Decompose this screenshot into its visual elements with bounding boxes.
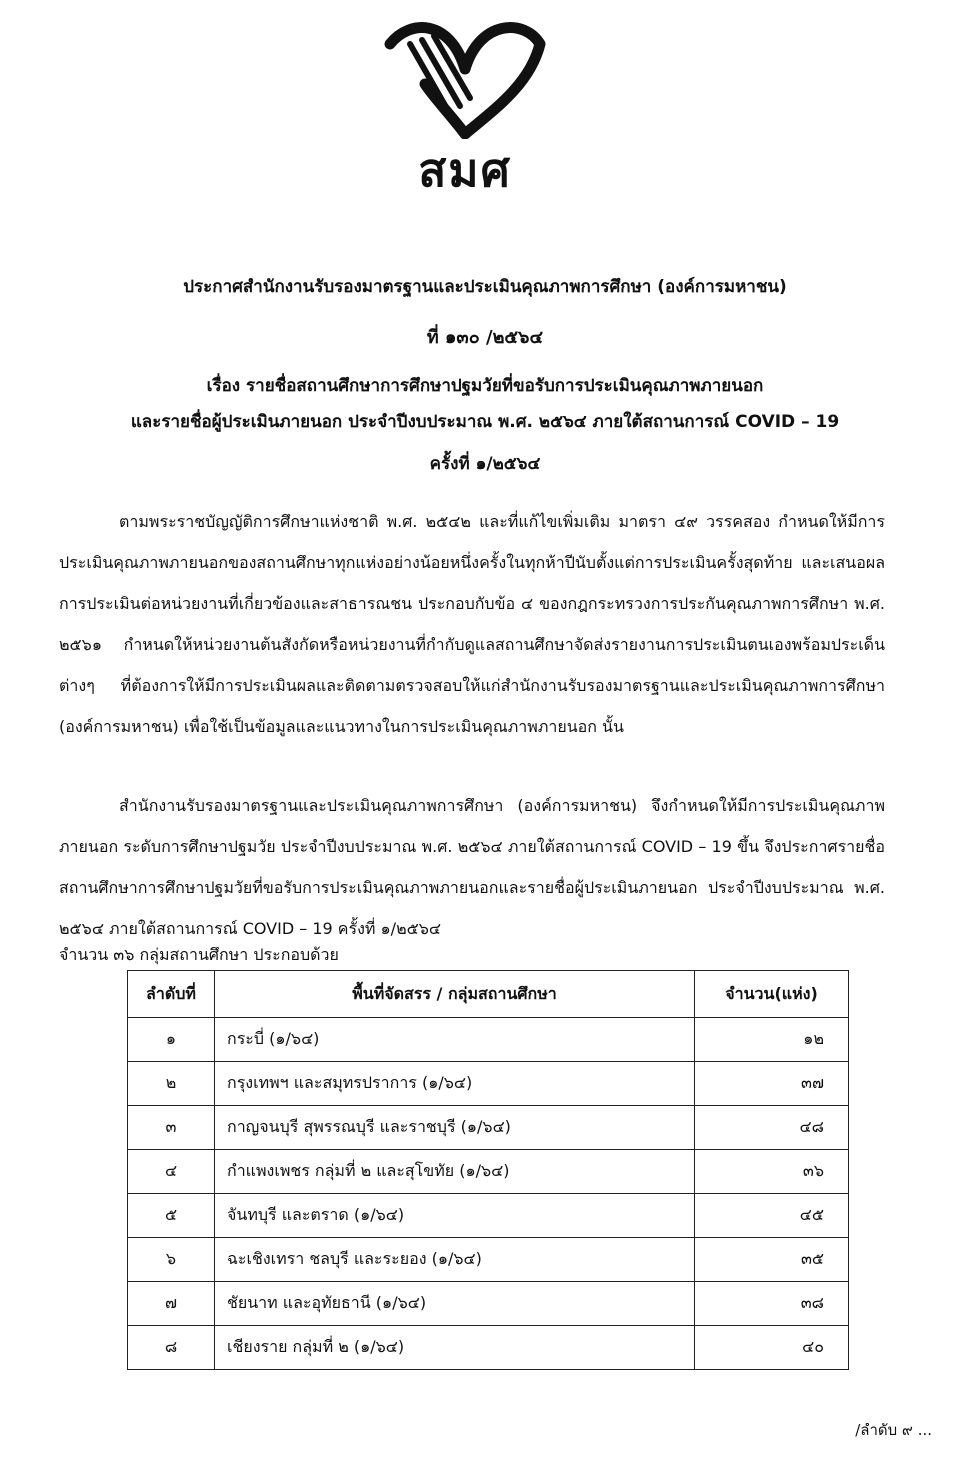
- logo-wordmark: สมศ: [418, 143, 512, 197]
- row-area: กำแพงเพชร กลุ่มที่ ๒ และสุโขทัย (๑/๖๔): [215, 1150, 695, 1194]
- header-area: พื้นที่จัดสรร / กลุ่มสถานศึกษา: [215, 971, 695, 1018]
- row-order: ๒: [128, 1062, 215, 1106]
- onesqa-logo: [380, 14, 550, 197]
- row-area: กาญจนบุรี สุพรรณบุรี และราชบุรี (๑/๖๔): [215, 1106, 695, 1150]
- table-intro: จำนวน ๓๖ กลุ่มสถานศึกษา ประกอบด้วย: [59, 945, 339, 964]
- row-order: ๗: [128, 1282, 215, 1326]
- announcement-number: ที่ ๑๓๐ /๒๕๖๔: [426, 327, 544, 348]
- row-area: เชียงราย กลุ่มที่ ๒ (๑/๖๔): [215, 1326, 695, 1370]
- header-order: ลำดับที่: [128, 971, 215, 1018]
- announcement-title: ประกาศสำนักงานรับรองมาตรฐานและประเมินคุณภาพการศึกษา (องค์การมหาชน): [183, 277, 787, 297]
- row-order: ๔: [128, 1150, 215, 1194]
- table-row: [128, 1194, 849, 1238]
- row-count: ๓๘: [695, 1282, 849, 1326]
- row-area: จันทบุรี และตราด (๑/๖๔): [215, 1194, 695, 1238]
- body-paragraph-2: สำนักงานรับรองมาตรฐานและประเมินคุณภาพการศึกษา (องค์การมหาชน) จึงกำหนดให้มีการประเมินคุณภาพภายนอก ระดับการศึกษาปฐมวัย ประจำปีงบประมาณ พ.ศ. ๒๕๖๔ ภายใต้สถานการณ์ COVID – 19 ขึ้น จึงประกาศรายชื่อสถานศึกษาการศึกษาปฐมวัยที่ขอรับการประเมินคุณภาพภายนอกและรายชื่อผู้ประเมินภายนอก ประจำปีงบประมาณ พ.ศ. ๒๕๖๔ ภายใต้สถานการณ์ COVID – 19 ครั้งที่ ๑/๒๕๖๔: [59, 796, 885, 938]
- body-paragraph-1: ตามพระราชบัญญัติการศึกษาแห่งชาติ พ.ศ. ๒๕๔๒ และที่แก้ไขเพิ่มเติม มาตรา ๔๙ วรรคสอง กำหนดให้มีการประเมินคุณภาพภายนอกของสถานศึกษาทุกแห่งอย่างน้อยหนึ่งครั้งในทุกห้าปีนับตั้งแต่การประเมินครั้งสุดท้าย และเสนอผลการประเมินต่อหน่วยงานที่เกี่ยวข้องและสาธารณชน ประกอบกับข้อ ๔ ของกฎกระทรวงการประกันคุณภาพการศึกษา พ.ศ. ๒๕๖๑ กำหนดให้หน่วยงานต้นสังกัดหรือหน่วยงานที่กำกับดูแลสถานศึกษาจัดส่งรายงานการประเมินตนเองพร้อมประเด็นต่างๆ ที่ต้องการให้มีการประเมินผลและติดตามตรวจสอบให้แก่สำนักงานรับรองมาตรฐานและประเมินคุณภาพการศึกษา (องค์การมหาชน) เพื่อใช้เป็นข้อมูลและแนวทางในการประเมินคุณภาพภายนอก นั้น: [59, 512, 885, 736]
- row-order: ๑: [128, 1018, 215, 1062]
- row-order: ๕: [128, 1194, 215, 1238]
- subject-line-2: และรายชื่อผู้ประเมินภายนอก ประจำปีงบประมาณ พ.ศ. ๒๕๖๔ ภายใต้สถานการณ์ COVID – 19: [130, 412, 840, 432]
- heart-ribbon-icon: [380, 14, 550, 139]
- row-count: ๔๕: [695, 1194, 849, 1238]
- row-count: ๓๖: [695, 1150, 849, 1194]
- page-continuation: /ลำดับ ๙ ...: [855, 1421, 932, 1439]
- row-count: ๔๐: [695, 1326, 849, 1370]
- row-count: ๓๕: [695, 1238, 849, 1282]
- table-row: [128, 1106, 849, 1150]
- table-row: [128, 1326, 849, 1370]
- subject-line-3: ครั้งที่ ๑/๒๕๖๔: [429, 454, 541, 474]
- row-order: ๓: [128, 1106, 215, 1150]
- table-row: [128, 1238, 849, 1282]
- row-area: กรุงเทพฯ และสมุทรปราการ (๑/๖๔): [215, 1062, 695, 1106]
- table-row: [128, 1150, 849, 1194]
- subject-line-1: เรื่อง รายชื่อสถานศึกษาการศึกษาปฐมวัยที่ขอรับการประเมินคุณภาพภายนอก: [206, 376, 764, 396]
- row-order: ๘: [128, 1326, 215, 1370]
- table-header-row: [128, 971, 849, 1018]
- row-area: กระบี่ (๑/๖๔): [215, 1018, 695, 1062]
- allocation-table: [127, 970, 849, 1370]
- table-row: [128, 1062, 849, 1106]
- row-area: ชัยนาท และอุทัยธานี (๑/๖๔): [215, 1282, 695, 1326]
- table-row: [128, 1018, 849, 1062]
- header-count: จำนวน(แห่ง): [695, 971, 849, 1018]
- row-count: ๓๗: [695, 1062, 849, 1106]
- row-order: ๖: [128, 1238, 215, 1282]
- row-count: ๔๘: [695, 1106, 849, 1150]
- row-count: ๑๒: [695, 1018, 849, 1062]
- row-area: ฉะเชิงเทรา ชลบุรี และระยอง (๑/๖๔): [215, 1238, 695, 1282]
- table-row: [128, 1282, 849, 1326]
